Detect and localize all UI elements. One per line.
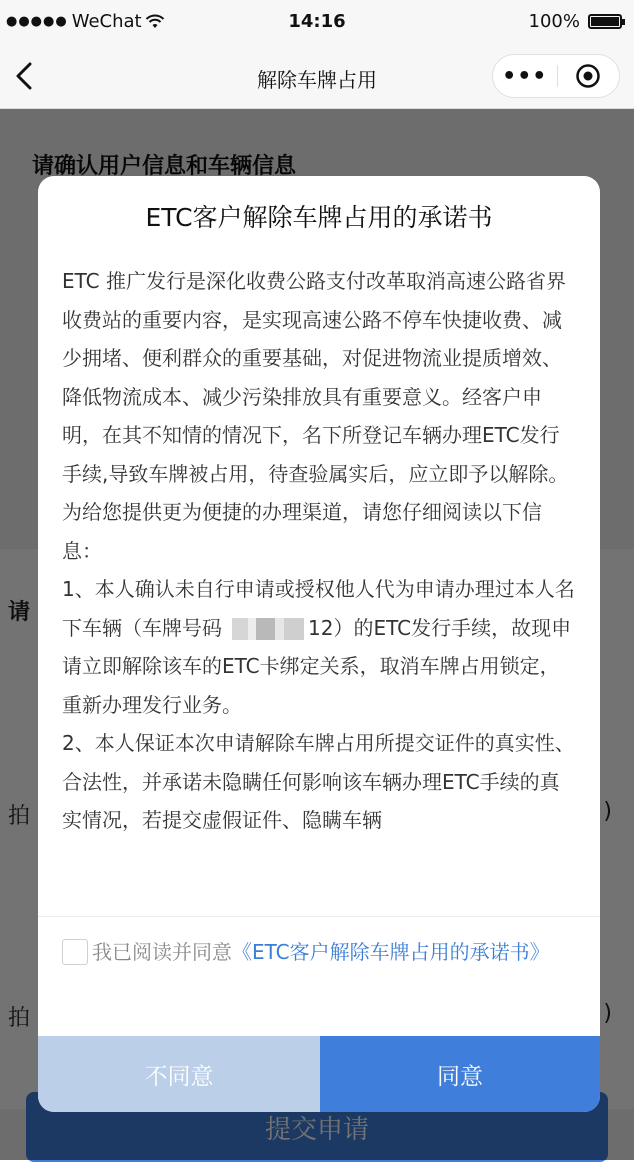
close-mini-program-button[interactable] bbox=[557, 55, 619, 97]
masked-plate-number bbox=[232, 618, 304, 640]
agreement-text bbox=[64, 935, 574, 969]
agreement-prefix: 我已阅读并同意 bbox=[92, 940, 232, 964]
mini-program-capsule bbox=[492, 54, 620, 98]
disagree-button[interactable]: 不同意 bbox=[38, 1036, 320, 1112]
carrier-label: WeChat bbox=[71, 11, 142, 32]
intro-paragraph: ETC 推广发行是深化收费公路支付改革取消高速公路省界收费站的重要内容，是实现高速公路不停车快捷收费、减少拥堵、便利群众的重要基础，对促进物流业提质增效、降低物流成本、减少污染排放具有重要意义。经客户申明，在其不知情的情况下，名下所登记车辆办理ETC发行手续,导致车牌被占用，待查验属实后，应立即予以解除。为给您提供更为便捷的办理渠道，请您仔细阅读以下信息： bbox=[62, 269, 569, 563]
status-right bbox=[529, 11, 622, 32]
battery-icon bbox=[588, 14, 622, 29]
agree-button[interactable]: 同意 bbox=[320, 1036, 600, 1112]
page-title: 解除车牌占用 bbox=[257, 68, 377, 92]
commitment-letter-link[interactable]: 《ETC客户解除车牌占用的承诺书》 bbox=[232, 940, 550, 964]
clock: 14:16 bbox=[288, 11, 346, 32]
more-dots-icon[interactable]: ••• bbox=[502, 63, 548, 89]
status-bar bbox=[0, 0, 634, 46]
commitment-letter-dialog bbox=[38, 176, 600, 1112]
dialog-buttons bbox=[38, 1036, 600, 1112]
clause-1-text-before: 1、本人确认未自行申请或授权他人代为申请办理过本人名下车辆（车牌号码 bbox=[62, 577, 575, 640]
plate-number-visible-suffix: 12） bbox=[308, 615, 354, 640]
clause-1 bbox=[62, 570, 578, 724]
dialog-body[interactable] bbox=[62, 262, 578, 898]
clause-2: 2、本人保证本次申请解除车牌占用所提交证件的真实性、合法性，并承诺未隐瞒任何影响该车辆办理ETC手续的真实情况，若提交虚假证件、隐瞒车辆 bbox=[62, 731, 575, 832]
signal-indicator: ●●●●● bbox=[6, 14, 68, 29]
agreement-row bbox=[38, 916, 600, 1037]
battery-percentage: 100% bbox=[528, 11, 580, 32]
target-circle-icon bbox=[575, 63, 601, 89]
clause-1-text-after: 的ETC发行手续，故现申请立即解除该车的ETC卡绑定关系，取消车牌占用锁定，重新办理发行业务。 bbox=[62, 615, 572, 717]
dialog-title: ETC客户解除车牌占用的承诺书 bbox=[145, 203, 493, 232]
nav-bar bbox=[0, 46, 634, 109]
